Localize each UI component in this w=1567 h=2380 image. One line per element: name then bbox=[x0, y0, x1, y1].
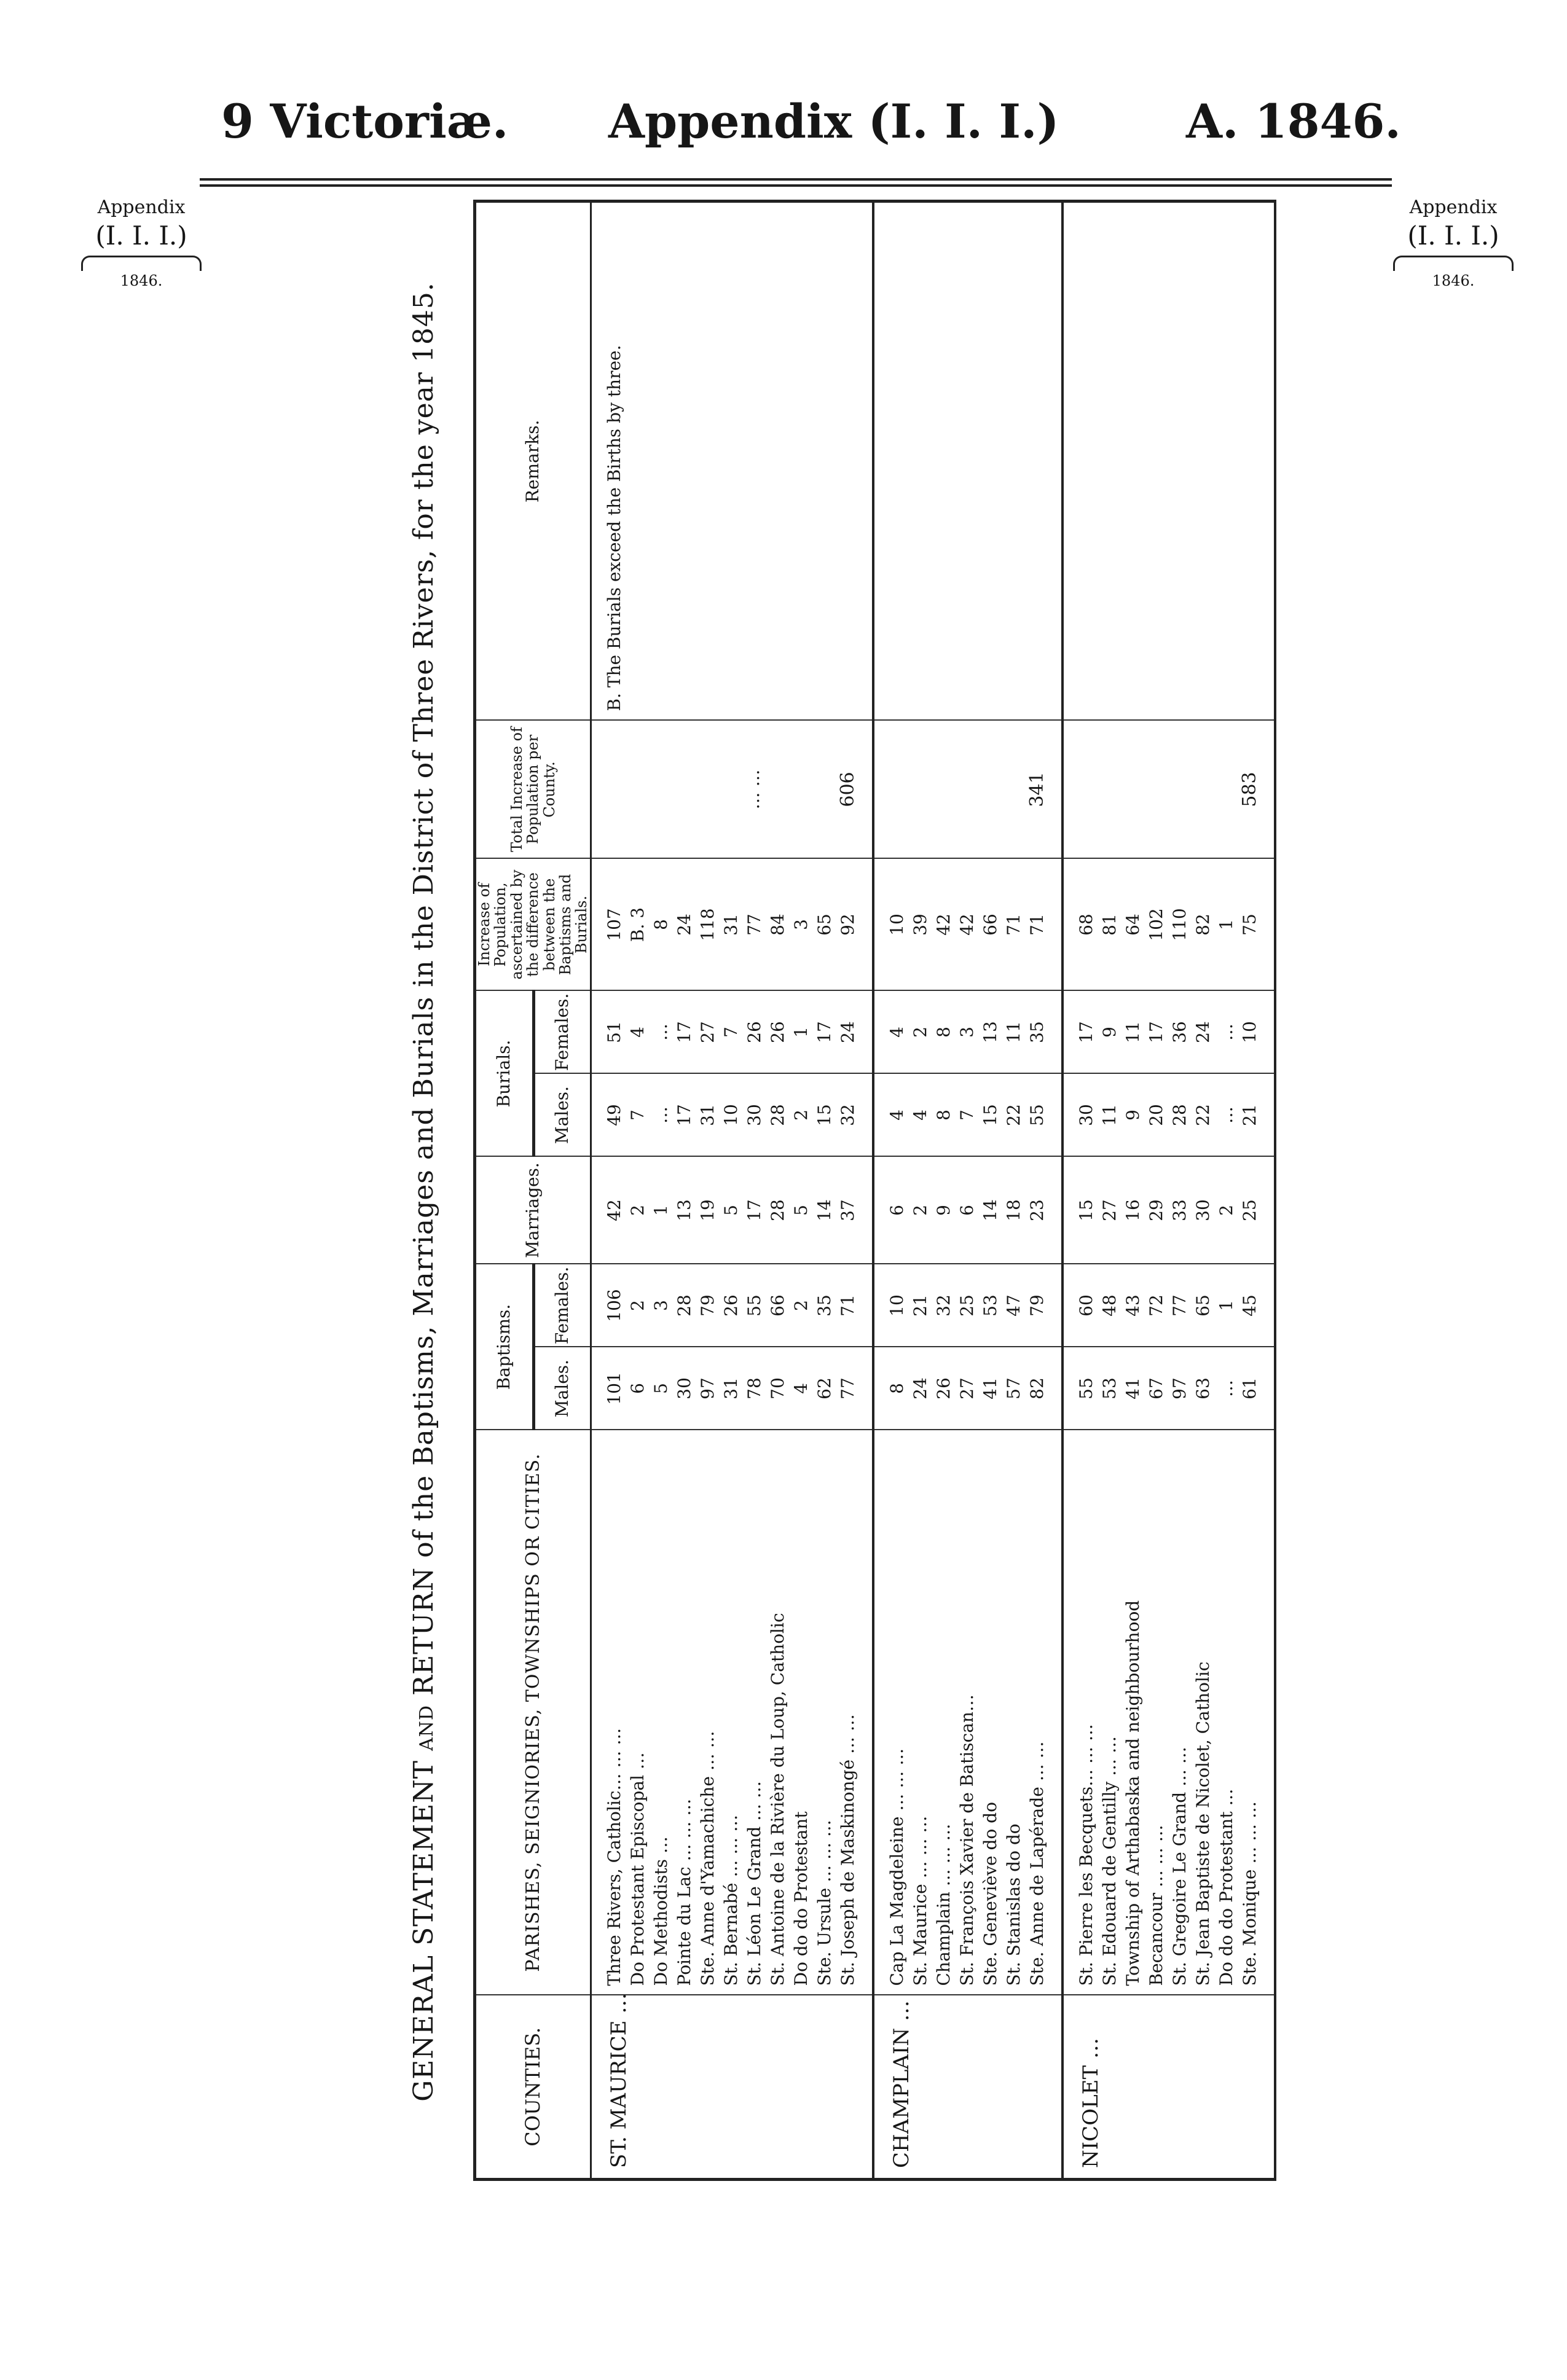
table-row-entry: 42 bbox=[933, 914, 954, 936]
table-row-entry: 48 bbox=[1099, 1294, 1120, 1317]
parish-list bbox=[1064, 1431, 1274, 1995]
table-row-entry: Ste. Anne de Lapérade … … bbox=[1026, 1741, 1047, 1986]
table-row-entry: … bbox=[650, 1106, 671, 1124]
baptism-males-cell bbox=[873, 1347, 1062, 1430]
table-row-entry: 25 bbox=[956, 1294, 977, 1317]
table-row-entry: St. François Xavier de Batiscan… bbox=[956, 1694, 977, 1986]
table-row-entry: 27 bbox=[956, 1377, 977, 1399]
table-row-entry: Ste. Anne d'Yamachiche … … bbox=[697, 1731, 718, 1986]
table-row-entry: St. Bernabé … … … bbox=[720, 1814, 741, 1986]
table-row-entry: 15 bbox=[1075, 1199, 1096, 1221]
increase-cell bbox=[1062, 859, 1275, 991]
margin-year: 1846. bbox=[120, 272, 163, 289]
table-row-entry: 43 bbox=[1122, 1294, 1143, 1317]
table-row-entry: 2 bbox=[909, 1027, 930, 1038]
table-row-entry: 78 bbox=[744, 1377, 764, 1399]
margin-brace bbox=[81, 256, 202, 271]
table-row-entry: Ste. Ursule … … … bbox=[814, 1820, 835, 1986]
table-row-entry: 7 bbox=[956, 1110, 977, 1121]
table-row-entry: 10 bbox=[886, 1294, 907, 1317]
header-rule bbox=[200, 178, 1392, 181]
table-row-entry: Ste. Geneviève do do bbox=[980, 1802, 1000, 1986]
col-baptism-females: Females. bbox=[533, 1264, 591, 1347]
table-row-entry: 41 bbox=[1122, 1377, 1143, 1399]
table-row-entry: 32 bbox=[933, 1294, 954, 1317]
total-increase-cell bbox=[1062, 721, 1275, 859]
col-total-increase: Total Increase of Population per County. bbox=[475, 721, 591, 859]
table-row-entry: 24 bbox=[674, 914, 694, 936]
burial-females-cell bbox=[873, 991, 1062, 1074]
table-row-entry: 20 bbox=[1145, 1104, 1166, 1126]
table-row-entry: 22 bbox=[1192, 1104, 1213, 1126]
table-row-entry: 24 bbox=[1192, 1021, 1213, 1043]
burial-males-list bbox=[1064, 1075, 1274, 1156]
table-row-entry: 17 bbox=[674, 1104, 694, 1126]
table-row-entry: B. 3 bbox=[627, 907, 648, 942]
total-increase-cell bbox=[873, 721, 1062, 859]
table-row-entry: 42 bbox=[603, 1199, 624, 1221]
table-row-entry: Do do do Protestant … bbox=[1216, 1788, 1236, 1986]
table-row-entry: 71 bbox=[1026, 914, 1047, 936]
table-row-entry: 4 bbox=[886, 1110, 907, 1121]
table-row-entry: 24 bbox=[909, 1377, 930, 1399]
marriages-cell bbox=[873, 1157, 1062, 1264]
table-row-entry: 2 bbox=[790, 1110, 811, 1121]
burial-males-cell bbox=[591, 1074, 873, 1157]
margin-brace bbox=[1393, 256, 1514, 271]
table-row-entry: 11 bbox=[1003, 1021, 1024, 1043]
table-row-entry: 66 bbox=[980, 914, 1000, 936]
col-burial-females: Females. bbox=[533, 991, 591, 1074]
table-row-entry: 24 bbox=[837, 1021, 858, 1043]
table-row-entry: 55 bbox=[744, 1294, 764, 1317]
table-row-entry: 8 bbox=[933, 1110, 954, 1121]
parish-list bbox=[592, 1431, 872, 1995]
table-row-entry: 5 bbox=[720, 1205, 741, 1216]
table-row-entry: 13 bbox=[980, 1021, 1000, 1043]
table-row-entry: 84 bbox=[767, 914, 788, 936]
table-row-entry: … bbox=[1216, 1106, 1236, 1124]
county-name: NICOLET … bbox=[1062, 1995, 1275, 2180]
table-row-entry: 6 bbox=[956, 1205, 977, 1216]
baptism-females-cell bbox=[591, 1264, 873, 1347]
table-row-entry: 10 bbox=[720, 1104, 741, 1126]
table-row-entry: 36 bbox=[1169, 1021, 1190, 1043]
table-row-entry: 2 bbox=[909, 1205, 930, 1216]
table-row-entry: 17 bbox=[744, 1199, 764, 1221]
table-row-entry: 28 bbox=[1169, 1104, 1190, 1126]
table-row-entry: 1 bbox=[790, 1027, 811, 1038]
table-row-entry: 5 bbox=[790, 1205, 811, 1216]
increase-cell bbox=[873, 859, 1062, 991]
rotated-return-table bbox=[399, 203, 1395, 2181]
table-row-entry: 106 bbox=[603, 1289, 624, 1322]
table-row-entry: 9 bbox=[1122, 1110, 1143, 1121]
table-row-entry: 47 bbox=[1003, 1294, 1024, 1317]
table-row-entry: 82 bbox=[1192, 914, 1213, 936]
table-row-entry: 102 bbox=[1145, 908, 1166, 941]
table-row-entry: 25 bbox=[1239, 1199, 1260, 1221]
table-row-entry: 110 bbox=[1169, 908, 1190, 941]
table-row-entry: … bbox=[650, 1024, 671, 1041]
burial-females-cell bbox=[591, 991, 873, 1074]
table-row-entry: Champlain … … … bbox=[933, 1823, 954, 1986]
table-row-entry: 67 bbox=[1145, 1377, 1166, 1399]
burial-males-list bbox=[874, 1075, 1061, 1156]
table-row-entry: 19 bbox=[697, 1199, 718, 1221]
table-row-entry: 72 bbox=[1145, 1294, 1166, 1317]
table-row-entry: 62 bbox=[814, 1377, 835, 1399]
table-row-entry: 15 bbox=[814, 1104, 835, 1126]
table-row-entry: … bbox=[1216, 1024, 1236, 1041]
table-row-entry: 23 bbox=[1026, 1199, 1047, 1221]
remarks-cell: B. The Burials exceed the Births by three. bbox=[591, 202, 873, 721]
baptism-males-list bbox=[1064, 1348, 1274, 1430]
table-row-entry: St. Stanislas do do bbox=[1003, 1823, 1024, 1986]
margin-code: (I. I. I.) bbox=[95, 221, 187, 251]
table-row-entry: 35 bbox=[814, 1294, 835, 1317]
col-burials: Burials. bbox=[475, 991, 534, 1157]
marriages-list bbox=[1064, 1157, 1274, 1264]
table-row-entry: St. Léon Le Grand … … bbox=[744, 1781, 764, 1986]
table-row-entry: 6 bbox=[627, 1383, 648, 1394]
margin-code: (I. I. I.) bbox=[1407, 221, 1499, 251]
table-row-entry: 26 bbox=[933, 1377, 954, 1399]
table-row-entry: 97 bbox=[1169, 1377, 1190, 1399]
table-row-entry: 35 bbox=[1026, 1021, 1047, 1043]
table-row-entry: Three Rivers, Catholic… … … bbox=[603, 1728, 624, 1986]
table-row-entry: 51 bbox=[603, 1021, 624, 1043]
table-row-entry: 30 bbox=[1075, 1104, 1096, 1126]
table-row-entry: 61 bbox=[1239, 1377, 1260, 1399]
table-row-entry: St. Pierre les Becquets… … … bbox=[1075, 1724, 1096, 1986]
table-row-entry: Do Methodists … bbox=[650, 1836, 671, 1986]
table-row-entry: 1 bbox=[1216, 919, 1236, 930]
col-burial-males: Males. bbox=[533, 1074, 591, 1157]
table-row-entry: 6 bbox=[886, 1205, 907, 1216]
county-block-st-maurice bbox=[591, 202, 873, 2180]
table-row-entry: 118 bbox=[697, 908, 718, 941]
remarks-cell bbox=[1062, 202, 1275, 721]
table-row-entry: 37 bbox=[837, 1199, 858, 1221]
table-row-entry: St. Joseph de Maskinongé … … bbox=[837, 1714, 858, 1986]
table-row-entry: 28 bbox=[674, 1294, 694, 1317]
table-row-entry: 41 bbox=[980, 1377, 1000, 1399]
table-row-entry: St. Gregoire Le Grand … … bbox=[1169, 1747, 1190, 1986]
col-parishes: PARISHES, SEIGNIORIES, TOWNSHIPS OR CITIES. bbox=[475, 1430, 591, 1995]
table-row-entry: 3 bbox=[956, 1027, 977, 1038]
table-row-entry: 13 bbox=[674, 1199, 694, 1221]
table-row-entry: 1 bbox=[650, 1205, 671, 1216]
table-row-entry: 10 bbox=[886, 914, 907, 936]
baptism-males-list bbox=[874, 1348, 1061, 1430]
baptism-females-list bbox=[874, 1265, 1061, 1347]
table-row-entry: 71 bbox=[1003, 914, 1024, 936]
table-row-entry: 64 bbox=[1122, 914, 1143, 936]
returns-table bbox=[473, 200, 1276, 2181]
table-row-entry: 4 bbox=[886, 1027, 907, 1038]
table-row-entry: 18 bbox=[1003, 1199, 1024, 1221]
table-row-entry: 14 bbox=[980, 1199, 1000, 1221]
table-row-entry: 63 bbox=[1192, 1377, 1213, 1399]
table-row-entry: 53 bbox=[980, 1294, 1000, 1317]
table-row-entry: Pointe du Lac … … … bbox=[674, 1798, 694, 1986]
table-row-entry: St. Maurice … … … bbox=[909, 1815, 930, 1986]
table-row-entry: 31 bbox=[720, 1377, 741, 1399]
table-row-entry: 2 bbox=[790, 1300, 811, 1311]
table-row-entry: 53 bbox=[1099, 1377, 1120, 1399]
table-row-entry: 21 bbox=[909, 1294, 930, 1317]
total-increase-cell bbox=[591, 721, 873, 859]
table-row-entry: 42 bbox=[956, 914, 977, 936]
table-row-entry: 27 bbox=[697, 1021, 718, 1043]
total-increase-value: 583 bbox=[1238, 772, 1260, 807]
table-row-entry: 97 bbox=[697, 1377, 718, 1399]
table-row-entry: 26 bbox=[767, 1021, 788, 1043]
burial-males-cell bbox=[1062, 1074, 1275, 1157]
table-row-entry: 31 bbox=[697, 1104, 718, 1126]
table-row-entry: 30 bbox=[1192, 1199, 1213, 1221]
table-row-entry: 8 bbox=[650, 919, 671, 930]
table-row-entry: St. Antoine de la Rivière du Loup, Catholic bbox=[767, 1613, 788, 1986]
burial-females-cell bbox=[1062, 991, 1275, 1074]
table-row-entry: 81 bbox=[1099, 914, 1120, 936]
burial-males-list bbox=[592, 1075, 872, 1156]
table-row-entry: 60 bbox=[1075, 1294, 1096, 1317]
total-increase-value: 341 bbox=[1026, 772, 1048, 807]
table-row-entry: Ste. Monique … … … bbox=[1239, 1801, 1260, 1986]
table-row-entry: 33 bbox=[1169, 1199, 1190, 1221]
table-row-entry: Cap La Magdeleine … … … bbox=[886, 1748, 907, 1986]
table-row-entry: 29 bbox=[1145, 1199, 1166, 1221]
parish-cell bbox=[591, 1430, 873, 1995]
baptism-males-cell bbox=[591, 1347, 873, 1430]
table-row-entry: 2 bbox=[627, 1300, 648, 1311]
table-row-entry: 17 bbox=[1145, 1021, 1166, 1043]
table-row-entry: Becancour … … … bbox=[1145, 1825, 1166, 1986]
burial-females-list bbox=[1064, 992, 1274, 1073]
parish-list bbox=[874, 1431, 1061, 1995]
table-row-entry: 2 bbox=[627, 1205, 648, 1216]
total-increase-value: 606 bbox=[836, 772, 858, 807]
header-rule-lower bbox=[200, 184, 1392, 187]
table-row-entry: 79 bbox=[697, 1294, 718, 1317]
table-row-entry: 28 bbox=[767, 1104, 788, 1126]
parish-cell bbox=[873, 1430, 1062, 1995]
table-row-entry: St. Jean Baptiste de Nicolet, Catholic bbox=[1192, 1661, 1213, 1986]
table-row-entry: 49 bbox=[603, 1104, 624, 1126]
table-row-entry: 11 bbox=[1122, 1021, 1143, 1043]
county-block-nicolet bbox=[1062, 202, 1275, 2180]
baptism-males-list bbox=[592, 1348, 872, 1430]
table-row-entry: 75 bbox=[1239, 914, 1260, 936]
burial-males-cell bbox=[873, 1074, 1062, 1157]
baptism-females-cell bbox=[1062, 1264, 1275, 1347]
margin-label: Appendix bbox=[1409, 197, 1498, 218]
table-row-entry: 1 bbox=[1216, 1300, 1236, 1311]
table-row-entry: Do Protestant Episcopal … bbox=[627, 1752, 648, 1986]
county-block-champlain bbox=[873, 202, 1062, 2180]
table-row-entry: 30 bbox=[674, 1377, 694, 1399]
table-row-entry: 65 bbox=[1192, 1294, 1213, 1317]
table-row-entry: 92 bbox=[837, 914, 858, 936]
margin-label: Appendix bbox=[97, 197, 186, 218]
header-session: 9 Victoriæ. bbox=[221, 94, 509, 149]
header-appendix: Appendix (I. I. I.) bbox=[608, 94, 1059, 149]
col-baptisms: Baptisms. bbox=[475, 1264, 534, 1430]
baptism-females-list bbox=[592, 1265, 872, 1347]
table-row-entry: 101 bbox=[603, 1372, 624, 1405]
header-year: A. 1846. bbox=[1186, 94, 1401, 149]
margin-year: 1846. bbox=[1432, 272, 1475, 289]
table-row-entry: 77 bbox=[1169, 1294, 1190, 1317]
col-remarks: Remarks. bbox=[475, 202, 591, 721]
table-row-entry: 15 bbox=[980, 1104, 1000, 1126]
table-row-entry: 17 bbox=[1075, 1021, 1096, 1043]
table-row-entry: 30 bbox=[744, 1104, 764, 1126]
table-row-entry: 39 bbox=[909, 914, 930, 936]
table-row-entry: 3 bbox=[790, 919, 811, 930]
table-row-entry: 9 bbox=[1099, 1027, 1120, 1038]
table-row-entry: 26 bbox=[720, 1294, 741, 1317]
baptism-males-cell bbox=[1062, 1347, 1275, 1430]
table-row-entry: 45 bbox=[1239, 1294, 1260, 1317]
table-row-entry: 16 bbox=[1122, 1199, 1143, 1221]
table-row-entry: 32 bbox=[837, 1104, 858, 1126]
margin-note-left bbox=[74, 197, 209, 289]
title-and: AND bbox=[416, 1705, 438, 1751]
table-row-entry: 55 bbox=[1075, 1377, 1096, 1399]
table-row-entry: 77 bbox=[837, 1377, 858, 1399]
increase-list bbox=[1064, 859, 1274, 990]
title-return: RETURN bbox=[408, 1567, 439, 1696]
marriages-list bbox=[592, 1157, 872, 1264]
baptism-females-cell bbox=[873, 1264, 1062, 1347]
table-row-entry: 11 bbox=[1099, 1104, 1120, 1126]
table-row-entry: 26 bbox=[744, 1021, 764, 1043]
table-row-entry: 4 bbox=[627, 1027, 648, 1038]
increase-list bbox=[874, 859, 1061, 990]
county-name: CHAMPLAIN … bbox=[873, 1995, 1062, 2180]
table-row-entry: 3 bbox=[650, 1300, 671, 1311]
table-row-entry: 2 bbox=[1216, 1205, 1236, 1216]
table-row-entry: 28 bbox=[767, 1199, 788, 1221]
table-row-entry: 9 bbox=[933, 1205, 954, 1216]
table-row-entry: 27 bbox=[1099, 1199, 1120, 1221]
table-row-entry: 17 bbox=[674, 1021, 694, 1043]
col-marriages: Marriages. bbox=[475, 1157, 591, 1264]
table-row-entry: 107 bbox=[603, 908, 624, 941]
table-row-entry: 21 bbox=[1239, 1104, 1260, 1126]
increase-list bbox=[592, 859, 872, 990]
table-row-entry: 8 bbox=[933, 1027, 954, 1038]
table-row-entry: … bbox=[1216, 1380, 1236, 1397]
table-row-entry: 79 bbox=[1026, 1294, 1047, 1317]
total-increase-dots: … … bbox=[742, 769, 763, 810]
table-row-entry: 4 bbox=[909, 1110, 930, 1121]
table-row-entry: Township of Arthabaska and neighbourhood bbox=[1122, 1600, 1143, 1986]
table-row-entry: 70 bbox=[767, 1377, 788, 1399]
table-row-entry: 14 bbox=[814, 1199, 835, 1221]
table-row-entry: St. Edouard de Gentilly … … bbox=[1099, 1736, 1120, 1986]
table-row-entry: Do do do Protestant bbox=[790, 1811, 811, 1986]
table-row-entry: 82 bbox=[1026, 1377, 1047, 1399]
table-row-entry: 10 bbox=[1239, 1021, 1260, 1043]
title-rest: of the Baptisms, Marriages and Burials in the District of Three Rivers, for the year 1845. bbox=[408, 282, 439, 1558]
table-row-entry: 77 bbox=[744, 914, 764, 936]
baptism-females-list bbox=[1064, 1265, 1274, 1347]
table-row-entry: 68 bbox=[1075, 914, 1096, 936]
table-row-entry: 22 bbox=[1003, 1104, 1024, 1126]
marriages-list bbox=[874, 1157, 1061, 1264]
table-row-entry: 55 bbox=[1026, 1104, 1047, 1126]
marriages-cell bbox=[591, 1157, 873, 1264]
table-row-entry: 4 bbox=[790, 1383, 811, 1394]
burial-females-list bbox=[592, 992, 872, 1073]
col-increase: Increase of Population, ascertained by the difference between the Baptisms and Burials. bbox=[475, 859, 591, 991]
increase-cell bbox=[591, 859, 873, 991]
table-row-entry: 66 bbox=[767, 1294, 788, 1317]
table-row-entry: 17 bbox=[814, 1021, 835, 1043]
table-row-entry: 5 bbox=[650, 1383, 671, 1394]
table-row-entry: 7 bbox=[720, 1027, 741, 1038]
margin-note-right bbox=[1386, 197, 1521, 289]
table-row-entry: 57 bbox=[1003, 1377, 1024, 1399]
marriages-cell bbox=[1062, 1157, 1275, 1264]
table-row-entry: 7 bbox=[627, 1110, 648, 1121]
table-title bbox=[399, 203, 449, 2181]
title-general-statement: GENERAL STATEMENT bbox=[408, 1760, 439, 2102]
col-baptism-males: Males. bbox=[533, 1347, 591, 1430]
table-row-entry: 65 bbox=[814, 914, 835, 936]
parish-cell bbox=[1062, 1430, 1275, 1995]
table-row-entry: 71 bbox=[837, 1294, 858, 1317]
remarks-cell bbox=[873, 202, 1062, 721]
county-name: ST. MAURICE … bbox=[591, 1995, 873, 2180]
col-counties: COUNTIES. bbox=[475, 1995, 591, 2180]
table-row-entry: 31 bbox=[720, 914, 741, 936]
table-row-entry: 8 bbox=[886, 1383, 907, 1394]
burial-females-list bbox=[874, 992, 1061, 1073]
